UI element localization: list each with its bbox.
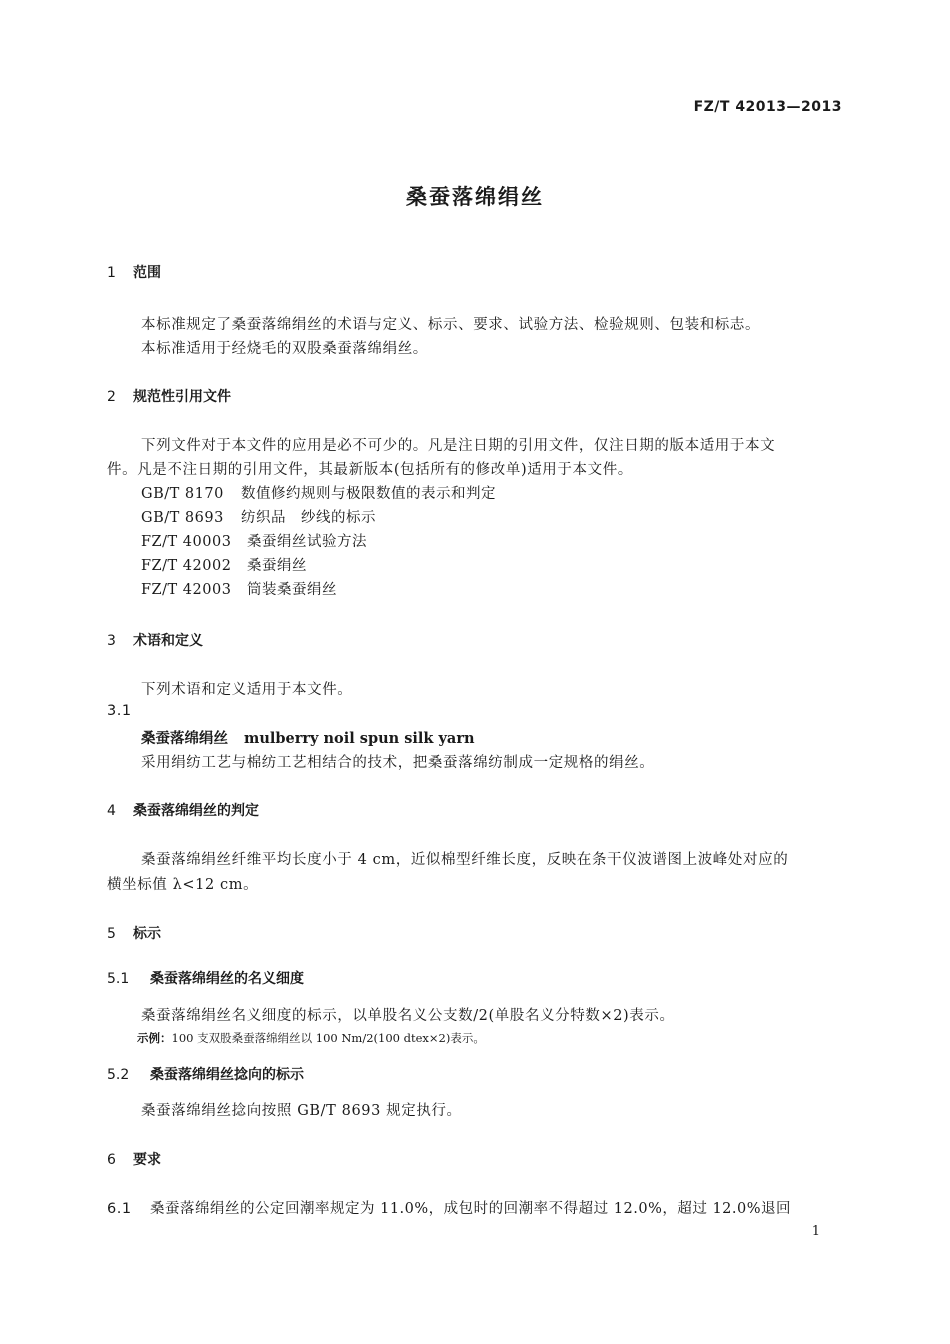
- reference-title: 筒装桑蚕绢丝: [247, 582, 337, 598]
- section-6-heading: [107, 1149, 161, 1169]
- section-2-intro-line-1: 下列文件对于本文件的应用是必不可少的。凡是注日期的引用文件，仅注日期的版本适用于本文: [141, 438, 776, 454]
- section-number: 2: [107, 389, 116, 405]
- section-2-heading: [107, 386, 231, 406]
- standard-code: FZ/T 42013—2013: [693, 99, 842, 115]
- example-note: [137, 1030, 485, 1046]
- section-5-heading: [107, 923, 161, 943]
- reference-title: 桑蚕绢丝: [247, 558, 307, 574]
- section-1-heading: [107, 262, 161, 282]
- reference-title: 纺织品 纱线的标示: [241, 510, 376, 526]
- section-4-heading: [107, 800, 259, 820]
- section-title: 范围: [133, 265, 161, 281]
- reference-item: [141, 506, 376, 527]
- section-5-2-text: 桑蚕落绵绢丝捻向按照 GB/T 8693 规定执行。: [141, 1103, 462, 1119]
- section-1-paragraph-1: 本标准规定了桑蚕落绵绢丝的术语与定义、标示、要求、试验方法、检验规则、包装和标志。: [141, 317, 761, 333]
- section-4-text-line-1: 桑蚕落绵绢丝纤维平均长度小于 4 cm，近似棉型纤维长度，反映在条干仪波谱图上波峰处对应的: [141, 852, 789, 868]
- section-number: 4: [107, 803, 116, 819]
- section-3-heading: [107, 630, 203, 650]
- section-number: 1: [107, 265, 116, 281]
- reference-code: FZ/T 42002: [141, 558, 232, 574]
- clause-text: 桑蚕落绵绢丝的公定回潮率规定为 11.0%，成包时的回潮率不得超过 12.0%，超过 12.0%退回: [150, 1201, 792, 1217]
- reference-code: FZ/T 40003: [141, 534, 232, 550]
- subsection-number: 5.2: [107, 1067, 130, 1083]
- clause-number: 6.1: [107, 1201, 132, 1217]
- subsection-number: 5.1: [107, 971, 130, 987]
- reference-title: 数值修约规则与极限数值的表示和判定: [241, 486, 496, 502]
- reference-code: FZ/T 42003: [141, 582, 232, 598]
- subsection-title: 桑蚕落绵绢丝的名义细度: [150, 971, 304, 987]
- section-title: 术语和定义: [133, 633, 203, 649]
- term-entry: [141, 727, 475, 748]
- section-3-intro: 下列术语和定义适用于本文件。: [141, 682, 353, 698]
- section-title: 规范性引用文件: [133, 389, 231, 405]
- document-title: 桑蚕落绵绢丝: [406, 185, 544, 209]
- section-2-intro-line-2: 件。凡是不注日期的引用文件，其最新版本(包括所有的修改单)适用于本文件。: [107, 462, 633, 478]
- example-text: 100 支双股桑蚕落绵绢丝以 100 Nm/2(100 dtex×2)表示。: [171, 1031, 485, 1045]
- section-number: 3: [107, 633, 116, 649]
- section-1-paragraph-2: 本标准适用于经烧毛的双股桑蚕落绵绢丝。: [141, 341, 428, 357]
- term-chinese: 桑蚕落绵绢丝: [141, 731, 228, 747]
- reference-code: GB/T 8693: [141, 510, 224, 526]
- term-english: mulberry noil spun silk yarn: [244, 730, 475, 747]
- reference-item: [141, 554, 307, 575]
- section-title: 桑蚕落绵绢丝的判定: [133, 803, 259, 819]
- term-definition: 采用绢纺工艺与棉纺工艺相结合的技术，把桑蚕落绵纺制成一定规格的绢丝。: [141, 755, 655, 771]
- reference-item: [141, 482, 496, 503]
- page-number: 1: [811, 1224, 820, 1239]
- section-5-2-heading: [107, 1064, 304, 1084]
- section-title: 标示: [133, 926, 161, 942]
- term-number: 3.1: [107, 703, 132, 719]
- reference-title: 桑蚕绢丝试验方法: [247, 534, 367, 550]
- section-number: 6: [107, 1152, 116, 1168]
- reference-code: GB/T 8170: [141, 486, 224, 502]
- section-5-1-heading: [107, 968, 304, 988]
- section-number: 5: [107, 926, 116, 942]
- section-title: 要求: [133, 1152, 161, 1168]
- subsection-title: 桑蚕落绵绢丝捻向的标示: [150, 1067, 304, 1083]
- reference-item: [141, 578, 337, 599]
- section-5-1-text: 桑蚕落绵绢丝名义细度的标示，以单股名义公支数/2(单股名义分特数×2)表示。: [141, 1008, 675, 1024]
- reference-item: [141, 530, 367, 551]
- example-label: 示例：: [137, 1031, 172, 1045]
- section-4-text-line-2: 横坐标值 λ<12 cm。: [107, 877, 259, 893]
- section-6-1-clause: [107, 1197, 791, 1218]
